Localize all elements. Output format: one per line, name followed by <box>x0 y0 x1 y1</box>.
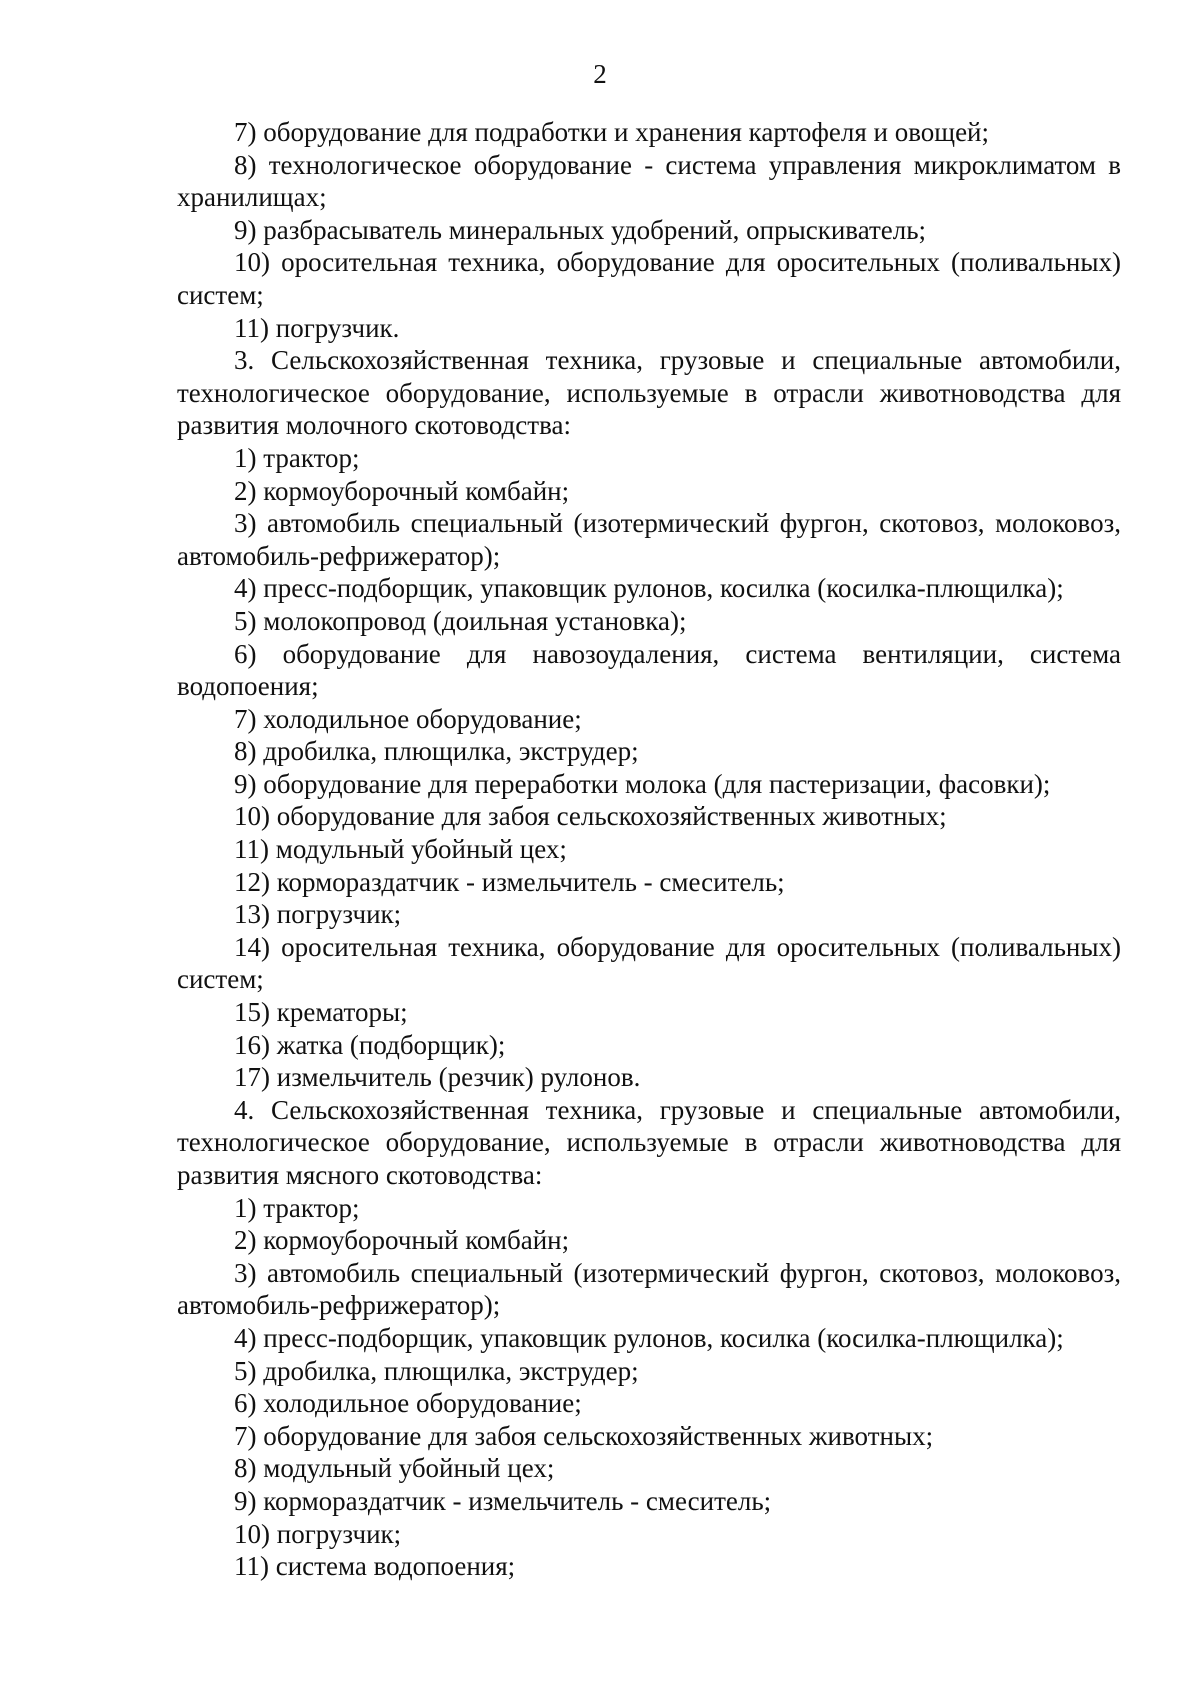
list-item: 9) оборудование для переработки молока (для пастеризации, фасовки); <box>234 768 1051 799</box>
list-item: 2) кормоуборочный комбайн; <box>234 475 570 506</box>
list-item: 15) крематоры; <box>234 997 408 1028</box>
list-item: 11) погрузчик. <box>234 312 400 343</box>
list-item: 7) оборудование для забоя сельскохозяйственных животных; <box>234 1420 934 1451</box>
list-item: 12) кормораздатчик - измельчитель - смеситель; <box>234 866 785 897</box>
list-item: 14) оросительная техника, оборудование для оросительных (поливальных) систем; <box>177 931 1121 995</box>
list-item: 8) дробилка, плющилка, экструдер; <box>234 736 639 767</box>
document-body <box>177 116 1121 1583</box>
list-item: 1) трактор; <box>234 442 360 473</box>
list-item: 8) технологическое оборудование - система управления микроклиматом в хранилищах; <box>177 149 1121 213</box>
list-item: 5) дробилка, плющилка, экструдер; <box>234 1355 639 1386</box>
list-item: 6) холодильное оборудование; <box>234 1388 582 1419</box>
list-item: 3) автомобиль специальный (изотермический фургон, скотовоз, молоковоз, автомобиль-рефрижератор); <box>177 1257 1121 1321</box>
list-item: 10) оборудование для забоя сельскохозяйственных животных; <box>234 801 947 832</box>
list-item: 10) погрузчик; <box>234 1518 402 1549</box>
list-item: 16) жатка (подборщик); <box>234 1029 506 1060</box>
section-heading: 3. Сельскохозяйственная техника, грузовые и специальные автомобили, технологическое оборудование, используемые в отрасли животноводства для развития молочного скотоводства: <box>177 345 1121 441</box>
list-item: 7) оборудование для подработки и хранения картофеля и овощей; <box>234 117 990 147</box>
page-number: 2 <box>593 59 607 89</box>
list-item: 10) оросительная техника, оборудование для оросительных (поливальных) систем; <box>177 247 1121 310</box>
list-item: 17) измельчитель (резчик) рулонов. <box>234 1062 641 1093</box>
list-item: 4) пресс-подборщик, упаковщик рулонов, косилка (косилка-плющилка); <box>234 1322 1064 1353</box>
list-item: 5) молокопровод (доильная установка); <box>234 605 687 636</box>
list-item: 9) разбрасыватель минеральных удобрений, опрыскиватель; <box>234 214 927 245</box>
list-item: 13) погрузчик; <box>234 899 402 930</box>
list-item: 1) трактор; <box>234 1192 360 1223</box>
list-item: 2) кормоуборочный комбайн; <box>234 1225 570 1256</box>
list-item: 4) пресс-подборщик, упаковщик рулонов, косилка (косилка-плющилка); <box>234 573 1064 604</box>
list-item: 8) модульный убойный цех; <box>234 1453 555 1484</box>
list-item: 7) холодильное оборудование; <box>234 703 582 734</box>
list-item: 11) система водопоения; <box>234 1551 516 1582</box>
list-item: 11) модульный убойный цех; <box>234 834 567 865</box>
list-item: 6) оборудование для навозоудаления, система вентиляции, система водопоения; <box>177 638 1121 702</box>
list-item: 3) автомобиль специальный (изотермический фургон, скотовоз, молоковоз, автомобиль-рефрижератор); <box>177 508 1121 571</box>
section-heading: 4. Сельскохозяйственная техника, грузовые и специальные автомобили, технологическое оборудование, используемые в отрасли животноводства для развития мясного скотоводства: <box>177 1094 1121 1190</box>
list-item: 9) кормораздатчик - измельчитель - смеситель; <box>234 1485 772 1516</box>
